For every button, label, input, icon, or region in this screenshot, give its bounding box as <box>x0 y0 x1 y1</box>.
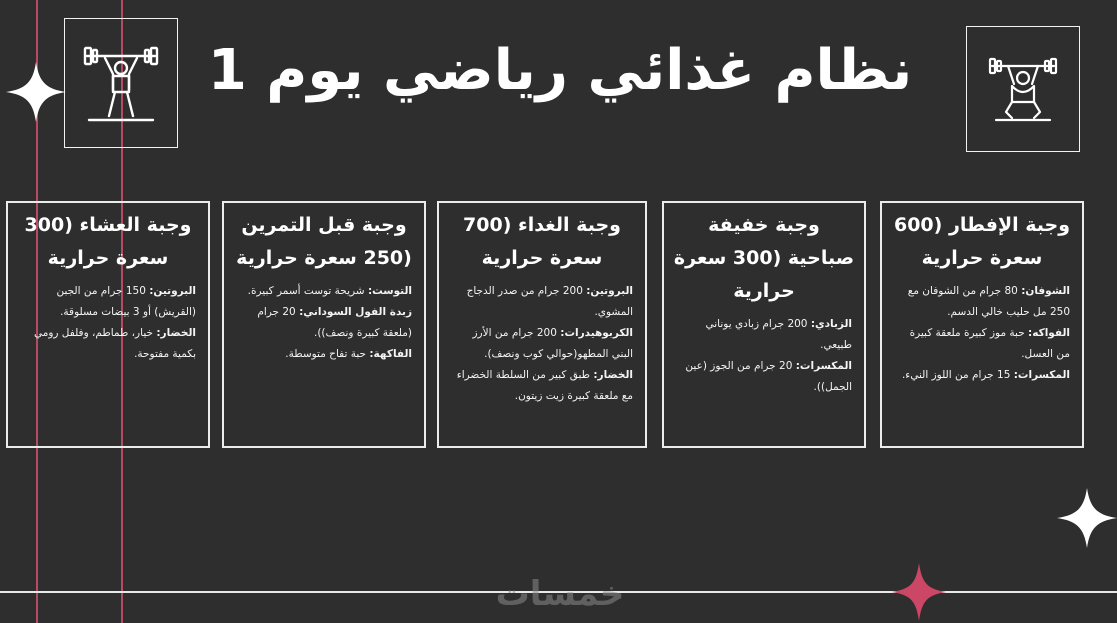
weightlifter-box-left <box>64 18 178 148</box>
card-item <box>236 302 412 344</box>
card-title: وجبة خفيفة صباحية (300 سعرة حرارية <box>673 214 855 302</box>
item-label: الخضار: <box>593 369 633 381</box>
card-item <box>451 323 633 365</box>
card-title: وجبة العشاء (300 سعرة حرارية <box>24 214 192 269</box>
item-text: طبق كبير من السلطة الخضراء مع ملعقة كبيرة زيت زيتون. <box>456 369 633 402</box>
card-item <box>894 323 1070 365</box>
item-label: المكسرات: <box>1013 369 1070 381</box>
meal-card-snack <box>662 201 866 448</box>
card-item <box>236 344 412 365</box>
item-text: حبة موز كبيرة ملعقة كبيرة من العسل. <box>909 327 1070 360</box>
page-title: نظام غذائي رياضي يوم 1 <box>207 37 913 103</box>
item-text: 15 جرام من اللوز النيء. <box>901 369 1014 381</box>
item-text: خيار، طماطم، وفلفل رومي بكمية مفتوحة. <box>33 327 196 360</box>
star-icon-accent <box>892 563 946 621</box>
item-text: 20 جرام (ملعقة كبيرة ونصف)). <box>257 306 412 339</box>
card-body <box>232 281 416 365</box>
item-text: 80 جرام من الشوفان مع 250 مل حليب خالي الدسم. <box>907 285 1070 318</box>
meal-card-preworkout <box>222 201 426 448</box>
item-label: التوست: <box>367 285 412 297</box>
meal-card-breakfast <box>880 201 1084 448</box>
meal-card-dinner <box>6 201 210 448</box>
card-body <box>672 314 856 398</box>
card-body <box>447 281 637 407</box>
item-text: 20 جرام من الجوز (عين الجمل)). <box>685 360 852 393</box>
card-item <box>676 356 852 398</box>
item-label: الشوفان: <box>1021 285 1070 297</box>
card-body <box>890 281 1074 386</box>
card-item <box>451 365 633 407</box>
weightlifter-icon <box>988 54 1058 124</box>
card-item <box>20 323 196 365</box>
item-text: 200 جرام من صدر الدجاج المشوي. <box>466 285 633 318</box>
item-label: الفواكه: <box>1028 327 1070 339</box>
item-label: الفاكهة: <box>369 348 412 360</box>
weightlifter-icon <box>79 40 163 126</box>
item-label: البروتين: <box>586 285 633 297</box>
item-label: الزبادي: <box>810 318 852 330</box>
star-icon <box>6 62 66 122</box>
item-text: 200 جرام من الأرز البني المطهو(حوالي كوب ونصف). <box>472 327 633 360</box>
item-text: 150 جرام من الجبن (القريش) أو 3 بيضات مسلوقة. <box>56 285 196 318</box>
card-item <box>676 314 852 356</box>
item-text: شريحة توست أسمر كبيرة. <box>247 285 368 297</box>
card-body <box>16 281 200 365</box>
card-item <box>451 281 633 323</box>
item-label: الخضار: <box>156 327 196 339</box>
item-text: حبة تفاح متوسطة. <box>285 348 370 360</box>
item-text: 200 جرام زبادي يوناني طبيعي. <box>705 318 852 351</box>
meal-card-lunch <box>437 201 647 448</box>
item-label: زبدة الفول السوداني: <box>299 306 412 318</box>
weightlifter-box-right <box>966 26 1080 152</box>
card-title: وجبة قبل التمرين (250 سعرة حرارية <box>236 214 412 269</box>
card-title: وجبة الإفطار (600 سعرة حرارية <box>893 214 1071 269</box>
item-label: الكربوهيدرات: <box>560 327 633 339</box>
card-item <box>236 281 412 302</box>
card-item <box>894 281 1070 323</box>
item-label: المكسرات: <box>795 360 852 372</box>
item-label: البروتين: <box>149 285 196 297</box>
card-title: وجبة الغداء (700 سعرة حرارية <box>463 214 621 269</box>
watermark-logo: خمسات <box>495 574 625 614</box>
star-icon <box>1057 488 1117 548</box>
card-item <box>20 281 196 323</box>
card-item <box>894 365 1070 386</box>
